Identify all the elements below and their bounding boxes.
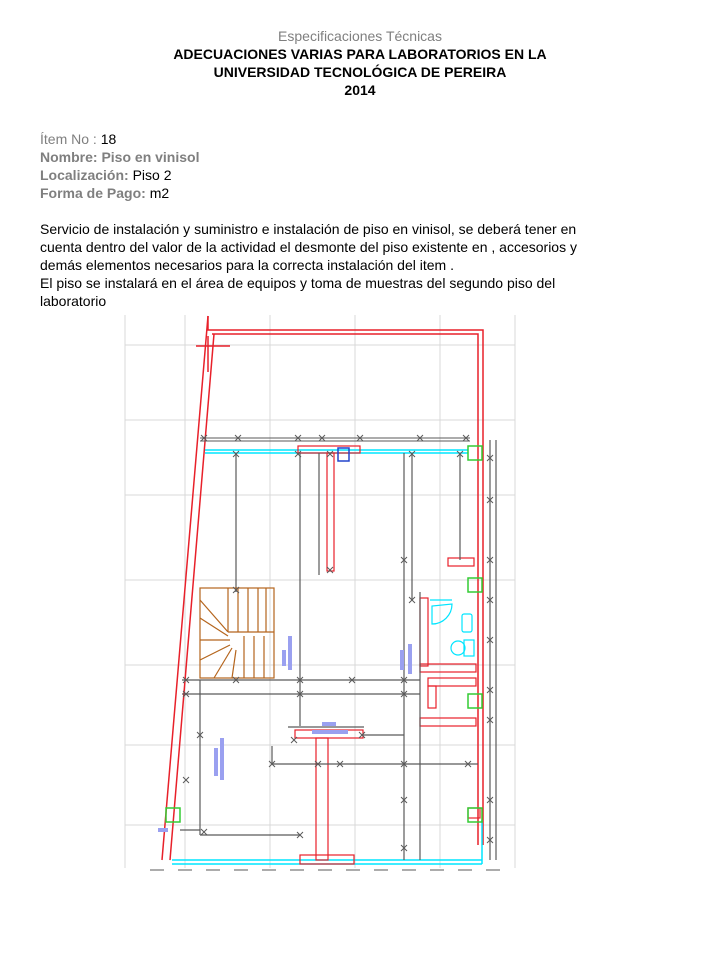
- item-payment-value: m2: [149, 185, 170, 201]
- item-number-value: 18: [100, 131, 117, 147]
- description-line: cuenta dentro del valor de la actividad el desmonte del piso existente en , accesorios y: [40, 239, 577, 255]
- item-location-label: Localización:: [40, 167, 129, 183]
- stair-winder: [232, 650, 236, 678]
- column-markers: [166, 446, 482, 822]
- description-line: El piso se instalará en el área de equipos y toma de muestras del segundo piso del: [40, 275, 556, 291]
- dimension-marks: [183, 435, 493, 851]
- item-number-label: Ítem No :: [40, 131, 97, 147]
- header-title-line2: UNIVERSIDAD TECNOLÓGICA DE PEREIRA: [213, 64, 507, 80]
- description-line: Servicio de instalación y suministro e instalación de piso en vinisol, se deberá tener en: [40, 221, 577, 237]
- item-name-label: Nombre: Piso en vinisol: [40, 149, 200, 165]
- description-line: demás elementos necesarios para la correcta instalación del item .: [40, 257, 454, 273]
- item-payment-label: Forma de Pago:: [40, 185, 146, 201]
- bottom-window: [172, 820, 482, 864]
- interior-walls: [180, 440, 496, 864]
- header-subtitle: Especificaciones Técnicas: [278, 28, 442, 44]
- header-title-line1: ADECUACIONES VARIAS PARA LABORATORIOS EN LA: [173, 46, 547, 62]
- plan-grid: [125, 315, 515, 870]
- header-year: 2014: [344, 82, 376, 98]
- column-marker: [468, 446, 482, 460]
- bathroom-fixtures: [430, 600, 474, 656]
- description-line: laboratorio: [40, 293, 107, 309]
- item-location-value: Piso 2: [132, 167, 172, 183]
- column-marker: [468, 694, 482, 708]
- stair-winder: [214, 648, 232, 678]
